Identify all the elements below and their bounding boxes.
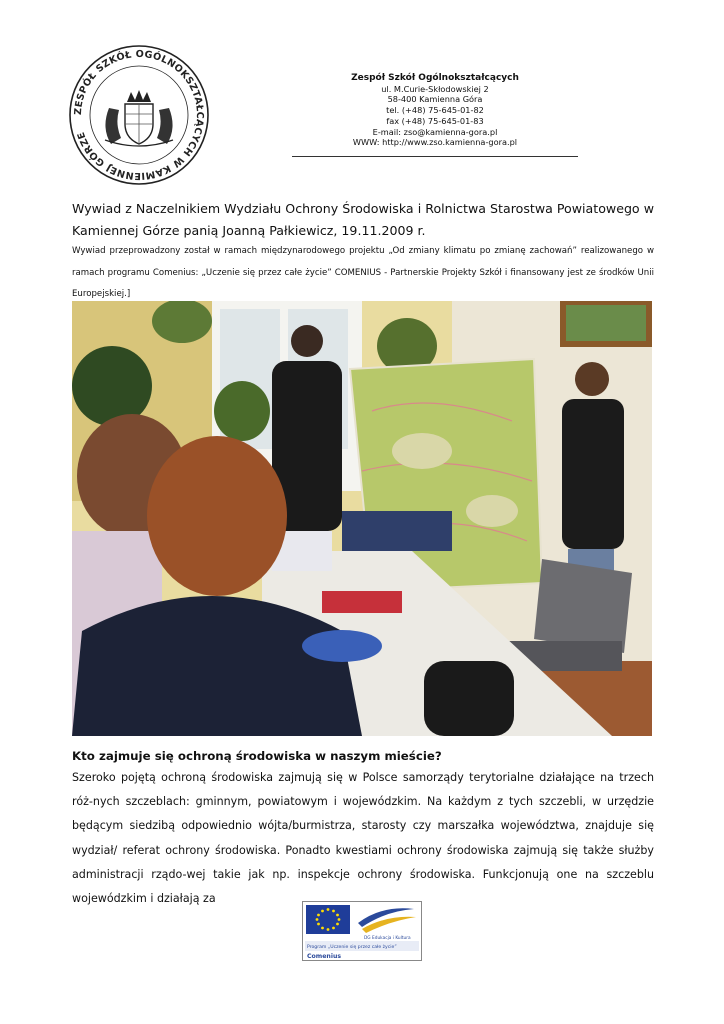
svg-text:ZESPÓŁ SZKÓŁ OGÓLNOKSZTAŁCĄCYC: ZESPÓŁ SZKÓŁ OGÓLNOKSZTAŁCĄCYCH W KAMIENNEJ GÓRZE	[72, 48, 206, 182]
footer-logo-line3: Comenius	[307, 953, 342, 960]
project-intro: Wywiad przeprowadzony został w ramach międzynarodowego projektu „Od zmiany klimatu po zmianę zachowań” realizowanego w ramach programu Comenius: „Uczenie się przez całe życie” COMENIUS - Partnerskie Projekty Szkół i finansowany jest ze środków Unii Europejskiej.]	[72, 246, 654, 299]
school-seal-logo	[68, 44, 210, 186]
school-website[interactable]: WWW: http://www.zso.kamienna-gora.pl	[352, 137, 518, 148]
footer-logo-line1: DG Edukacja i Kultura	[364, 936, 411, 941]
comenius-program-logo	[302, 901, 422, 961]
school-city: 58-400 Kamienna Góra	[387, 94, 483, 105]
school-address-block	[292, 73, 578, 148]
school-phone: tel. (+48) 75-645-01-82	[386, 105, 484, 116]
footer-logo-line2: Program „Uczenie się przez całe życie”	[307, 945, 397, 950]
interview-answer: Szeroko pojętą ochroną środowiska zajmują się w Polsce samorządy terytorialne działające na trzech róż-nych szczeblach: gminnym, powiatowym i wojewódzkim. Na każdym z tych szczebli, w urzędzie będącym siedzibą odpowiednio wójta/burmistrza, starosty czy marszałka województwa, znajduje się wydział/ referat ochrony środowiska. Ponadto kwestiami ochrony środowiska zajmują się także służby administracji rządo-wej takie jak np. inspekcje ochrony środowiska. Funkcjonują one na szczeblu wojewódzkim i działają za	[72, 771, 654, 906]
eu-flag-icon	[306, 905, 350, 934]
coat-of-arms-icon	[105, 90, 173, 146]
school-street: ul. M.Curie-Skłodowskiej 2	[381, 83, 489, 94]
school-name: Zespół Szkół Ogólnokształcących	[351, 73, 519, 83]
interview-question: Kto zajmuje się ochroną środowiska w naszym mieście?	[72, 749, 442, 763]
header-divider	[292, 156, 578, 157]
school-fax: fax (+48) 75-645-01-83	[386, 115, 484, 126]
school-email[interactable]: E-mail: zso@kamienna-gora.pl	[372, 126, 498, 137]
document-title: Wywiad z Naczelnikiem Wydziału Ochrony Środowiska i Rolnictwa Starostwa Powiatowego w Kamiennej Górze panią Joanną Pałkiewicz, 19.11.2009 r.	[72, 201, 654, 238]
classroom-photo	[72, 301, 652, 736]
